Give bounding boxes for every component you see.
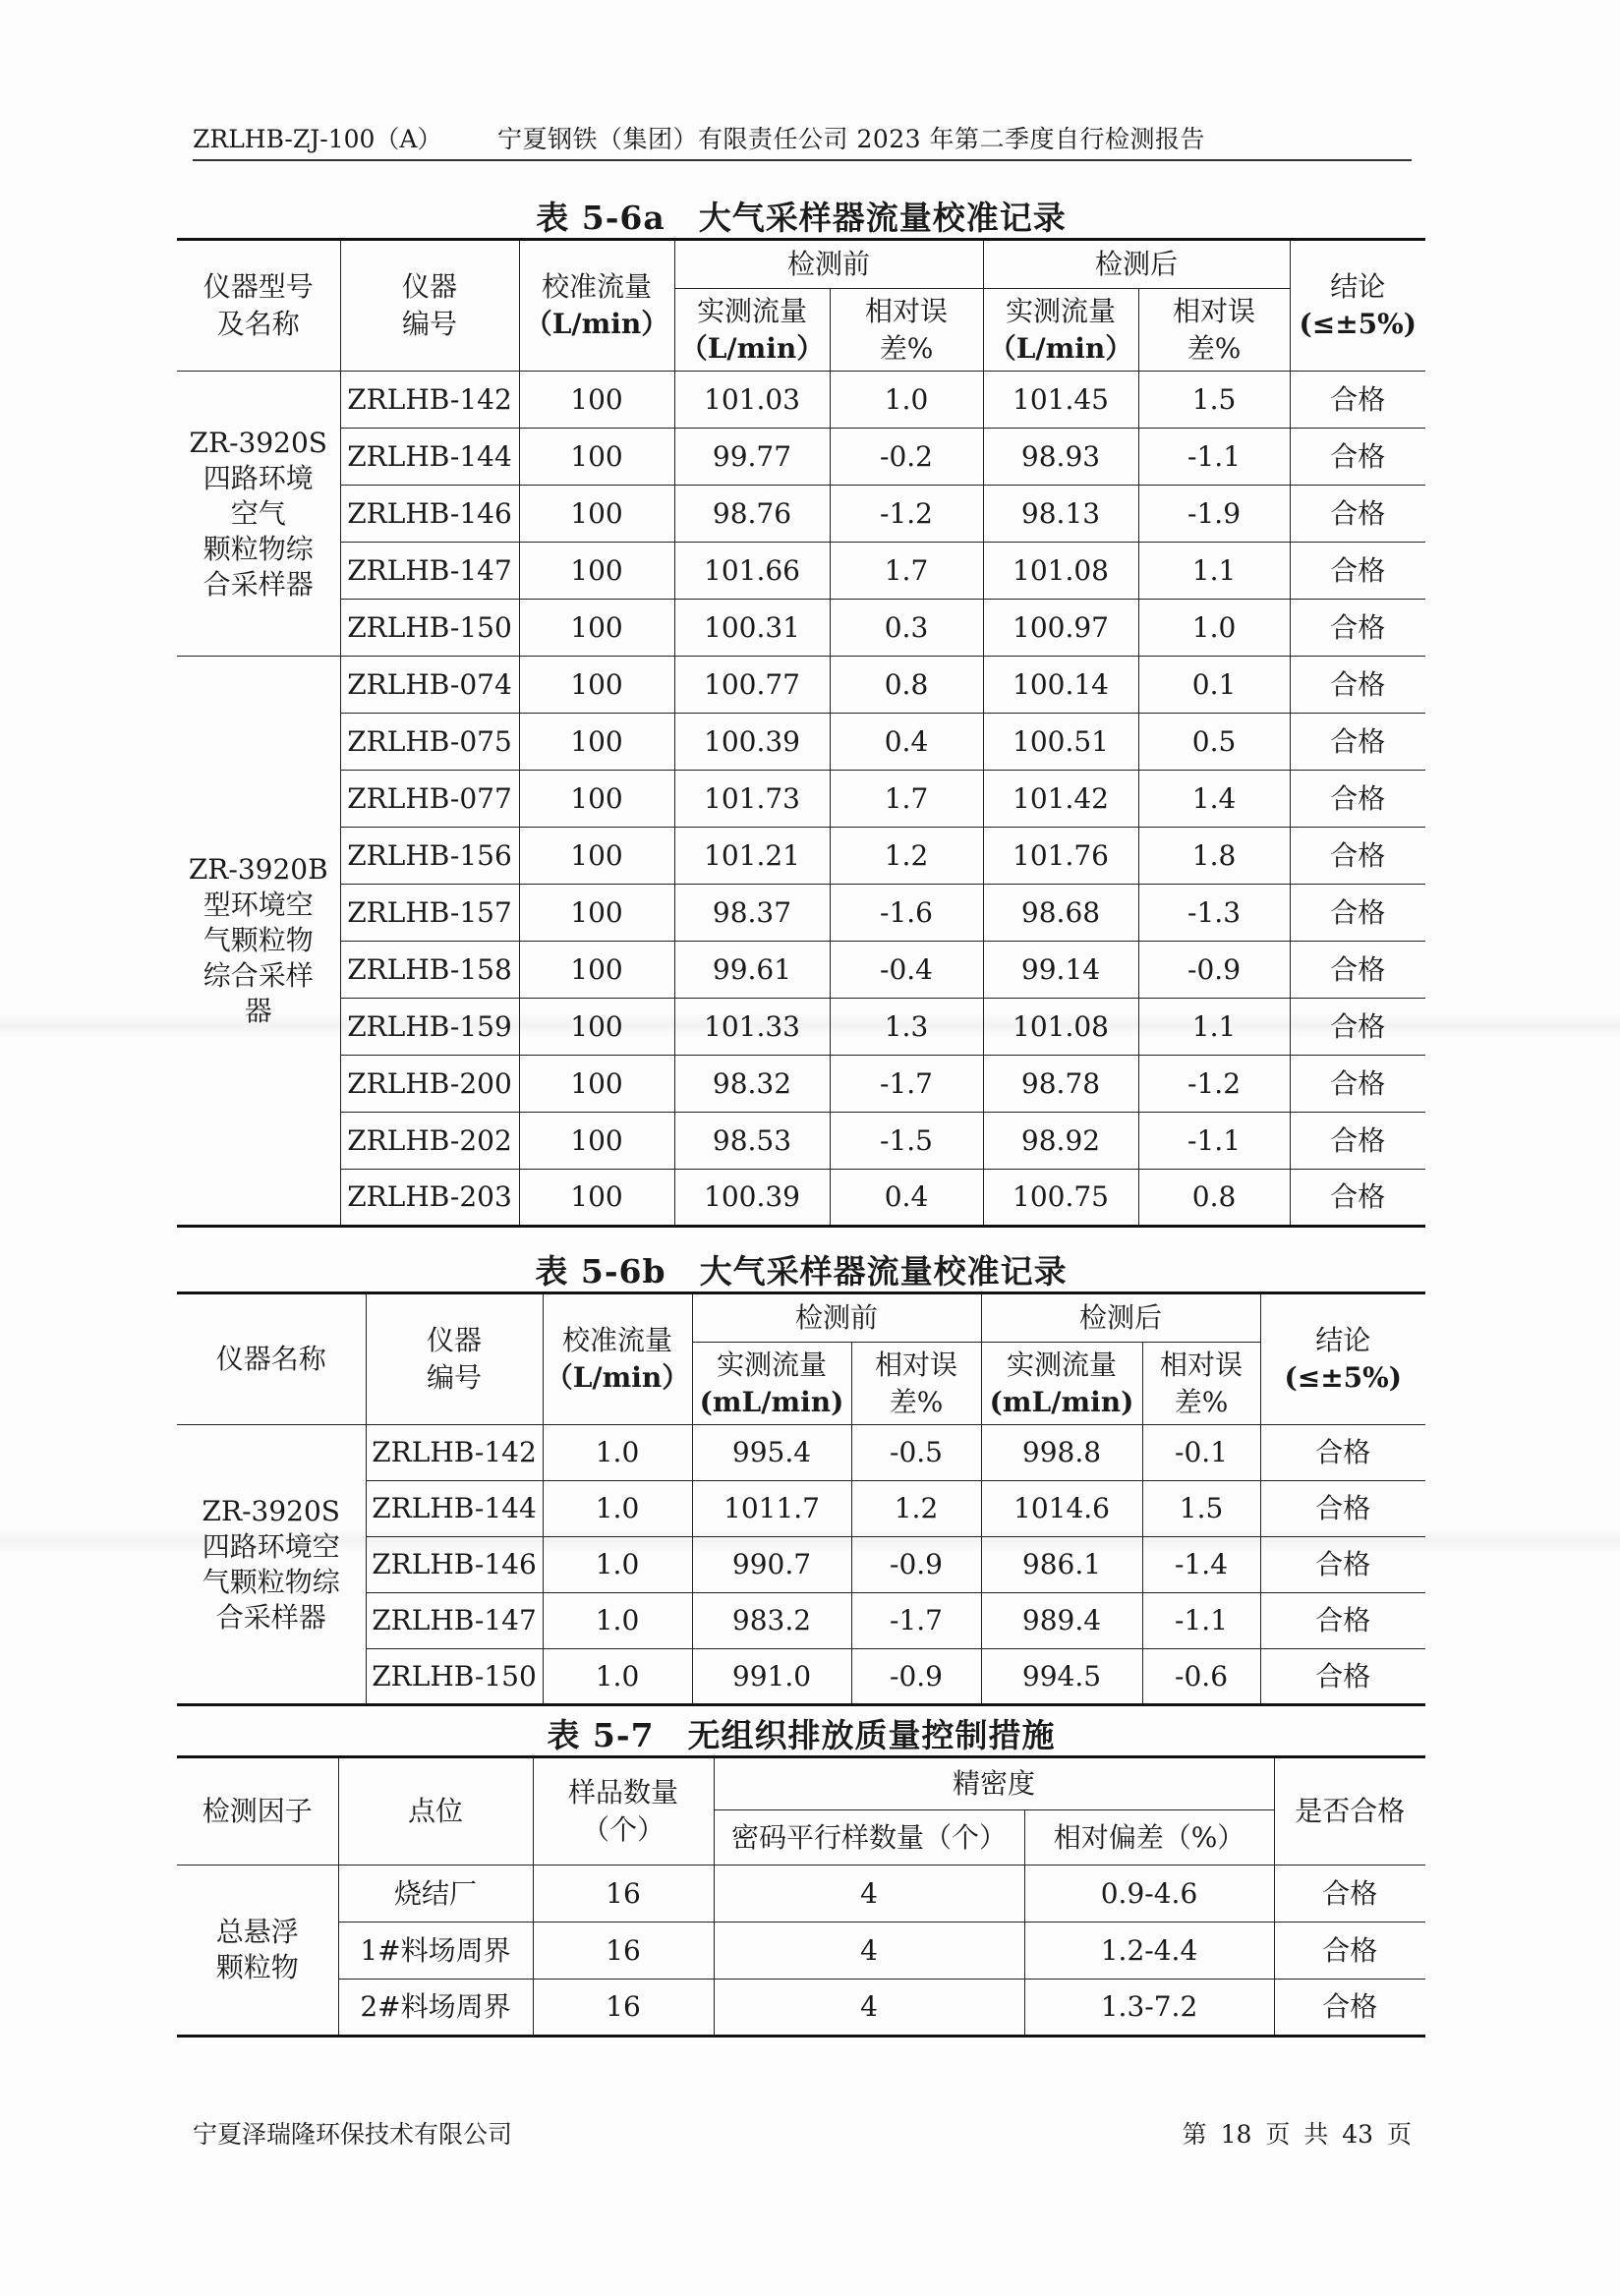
calibration-flow-cell: 1.0 (543, 1481, 692, 1537)
table-row (177, 942, 1425, 999)
table-row (177, 486, 1425, 543)
error-before-cell: 0.3 (830, 600, 983, 657)
error-before-cell: 0.8 (830, 657, 983, 714)
header-measured-before (692, 1343, 851, 1425)
error-before-cell: 1.7 (830, 771, 983, 828)
calibration-flow-cell: 1.0 (543, 1593, 692, 1649)
header-flow (519, 240, 674, 372)
conclusion-cell: 合格 (1290, 1170, 1425, 1227)
instrument-number-cell: ZRLHB-156 (340, 828, 519, 885)
relative-deviation-cell: 1.2-4.4 (1024, 1923, 1274, 1980)
conclusion-cell: 合格 (1290, 714, 1425, 771)
error-after-cell: -1.3 (1138, 885, 1290, 942)
instrument-model-cell: ZR-3920B 型环境空 气颗粒物 综合采样 器 (177, 657, 340, 1227)
error-before-cell: 1.3 (830, 999, 983, 1056)
calibration-flow-cell: 100 (519, 1056, 674, 1113)
calibration-flow-cell: 100 (519, 942, 674, 999)
conclusion-cell: 合格 (1290, 372, 1425, 429)
measured-before-cell: 100.39 (674, 714, 830, 771)
relative-deviation-cell: 0.9-4.6 (1024, 1866, 1274, 1923)
header-flow-label: 校准流量 (541, 270, 652, 303)
measured-before-cell: 100.77 (674, 657, 830, 714)
header-before: 检测前 (692, 1293, 981, 1343)
pass-cell: 合格 (1274, 1923, 1425, 1980)
header-error-after: 相对误 差% (1142, 1343, 1260, 1425)
measured-before-cell: 983.2 (692, 1593, 851, 1649)
header-name: 仪器名称 (177, 1293, 366, 1425)
instrument-number-cell: ZRLHB-150 (366, 1649, 543, 1705)
calibration-flow-cell: 100 (519, 1113, 674, 1170)
sample-count-cell: 16 (533, 1866, 714, 1923)
conclusion-cell: 合格 (1290, 543, 1425, 600)
error-before-cell: -0.2 (830, 429, 983, 486)
measured-before-cell: 101.03 (674, 372, 830, 429)
error-before-cell: -1.5 (830, 1113, 983, 1170)
instrument-number-cell: ZRLHB-142 (366, 1425, 543, 1481)
error-after-cell: 1.5 (1138, 372, 1290, 429)
calibration-flow-cell: 100 (519, 885, 674, 942)
table-row (177, 1923, 1425, 1980)
table-row (177, 885, 1425, 942)
calibration-flow-cell: 1.0 (543, 1649, 692, 1705)
table-row (177, 600, 1425, 657)
measured-before-cell: 98.76 (674, 486, 830, 543)
instrument-model-cell: ZR-3920S 四路环境 空气 颗粒物综 合采样器 (177, 372, 340, 657)
table-row (177, 657, 1425, 714)
header-conclusion (1260, 1293, 1425, 1425)
table-b-caption: 表 5-6b 大气采样器流量校准记录 (535, 1252, 1068, 1291)
calibration-flow-cell: 100 (519, 714, 674, 771)
relative-deviation-cell: 1.3-7.2 (1024, 1980, 1274, 2037)
conclusion-cell: 合格 (1290, 657, 1425, 714)
conclusion-cell: 合格 (1290, 942, 1425, 999)
instrument-number-cell: ZRLHB-203 (340, 1170, 519, 1227)
calibration-flow-cell: 1.0 (543, 1425, 692, 1481)
table-row (177, 999, 1425, 1056)
table-row (177, 372, 1425, 429)
measured-after-cell: 100.14 (983, 657, 1138, 714)
calibration-flow-cell: 100 (519, 372, 674, 429)
error-after-cell: -1.1 (1138, 1113, 1290, 1170)
header-pass: 是否合格 (1274, 1757, 1425, 1866)
header-measured-unit: （L/min） (679, 331, 825, 365)
measured-after-cell: 100.75 (983, 1170, 1138, 1227)
instrument-number-cell: ZRLHB-142 (340, 372, 519, 429)
header-conclusion (1290, 240, 1425, 372)
error-before-cell: -0.4 (830, 942, 983, 999)
header-measured-before (674, 289, 830, 372)
table-c-caption: 表 5-7 无组织排放质量控制措施 (547, 1716, 1056, 1754)
header-error-after: 相对误 差% (1138, 289, 1290, 372)
measured-before-cell: 101.21 (674, 828, 830, 885)
conclusion-cell: 合格 (1290, 1113, 1425, 1170)
header-precision: 精密度 (714, 1757, 1274, 1810)
header-measured-unit: (mL/min) (699, 1385, 844, 1418)
header-count: 样品数量 （个） (533, 1757, 714, 1866)
error-after-cell: -0.1 (1142, 1425, 1260, 1481)
error-after-cell: 1.1 (1138, 999, 1290, 1056)
table-row (177, 771, 1425, 828)
conclusion-cell: 合格 (1290, 771, 1425, 828)
header-measured-label: 实测流量 (1007, 1348, 1118, 1381)
error-after-cell: -1.2 (1138, 1056, 1290, 1113)
measured-before-cell: 101.66 (674, 543, 830, 600)
table-row (177, 1170, 1425, 1227)
instrument-number-cell: ZRLHB-147 (366, 1593, 543, 1649)
header-deviation: 相对偏差（%） (1024, 1810, 1274, 1866)
header-number: 仪器 编号 (340, 240, 519, 372)
header-conclusion-criterion: (≤±5%) (1284, 1361, 1403, 1394)
header-before: 检测前 (674, 240, 983, 289)
table-b (177, 1292, 1425, 1706)
measured-after-cell: 98.93 (983, 429, 1138, 486)
header-model: 仪器型号 及名称 (177, 240, 340, 372)
point-cell: 烧结厂 (338, 1866, 533, 1923)
instrument-number-cell: ZRLHB-159 (340, 999, 519, 1056)
conclusion-cell: 合格 (1290, 1056, 1425, 1113)
calibration-flow-cell: 100 (519, 999, 674, 1056)
header-factor: 检测因子 (177, 1757, 338, 1866)
measured-after-cell: 98.78 (983, 1056, 1138, 1113)
measured-before-cell: 98.37 (674, 885, 830, 942)
measured-after-cell: 101.45 (983, 372, 1138, 429)
calibration-flow-cell: 100 (519, 543, 674, 600)
error-before-cell: 1.2 (851, 1481, 981, 1537)
page-number: 第 18 页 共 43 页 (1182, 2120, 1412, 2149)
header-number: 仪器 编号 (366, 1293, 543, 1425)
calibration-flow-cell: 100 (519, 600, 674, 657)
instrument-number-cell: ZRLHB-146 (340, 486, 519, 543)
measured-after-cell: 100.51 (983, 714, 1138, 771)
table-row (177, 1980, 1425, 2037)
measured-after-cell: 986.1 (981, 1537, 1142, 1593)
error-before-cell: -1.7 (851, 1593, 981, 1649)
conclusion-cell: 合格 (1290, 486, 1425, 543)
measured-after-cell: 101.42 (983, 771, 1138, 828)
error-before-cell: 1.2 (830, 828, 983, 885)
header-conclusion-label: 结论 (1315, 1324, 1371, 1356)
error-after-cell: 0.1 (1138, 657, 1290, 714)
error-after-cell: 1.4 (1138, 771, 1290, 828)
table-row (177, 828, 1425, 885)
table-row (177, 1425, 1425, 1481)
header-point: 点位 (338, 1757, 533, 1866)
measured-after-cell: 101.08 (983, 543, 1138, 600)
table-a (177, 238, 1425, 1228)
header-conclusion-label: 结论 (1330, 270, 1386, 303)
measured-after-cell: 101.08 (983, 999, 1138, 1056)
header-measured-label: 实测流量 (716, 1348, 827, 1381)
measured-before-cell: 990.7 (692, 1537, 851, 1593)
instrument-number-cell: ZRLHB-147 (340, 543, 519, 600)
instrument-number-cell: ZRLHB-075 (340, 714, 519, 771)
conclusion-cell: 合格 (1290, 600, 1425, 657)
table-row (177, 1056, 1425, 1113)
header-error-before: 相对误 差% (830, 289, 983, 372)
point-cell: 2#料场周界 (338, 1980, 533, 2037)
measured-before-cell: 101.73 (674, 771, 830, 828)
page-header (193, 120, 1412, 161)
measured-before-cell: 100.31 (674, 600, 830, 657)
instrument-number-cell: ZRLHB-157 (340, 885, 519, 942)
measured-after-cell: 98.68 (983, 885, 1138, 942)
instrument-number-cell: ZRLHB-146 (366, 1537, 543, 1593)
measured-after-cell: 998.8 (981, 1425, 1142, 1481)
measured-before-cell: 98.53 (674, 1113, 830, 1170)
point-cell: 1#料场周界 (338, 1923, 533, 1980)
error-after-cell: -1.1 (1142, 1593, 1260, 1649)
conclusion-cell: 合格 (1290, 828, 1425, 885)
header-flow-unit: （L/min） (524, 308, 669, 340)
parallel-count-cell: 4 (714, 1923, 1024, 1980)
table-c (177, 1755, 1425, 2038)
measured-after-cell: 100.97 (983, 600, 1138, 657)
sample-count-cell: 16 (533, 1923, 714, 1980)
measured-after-cell: 989.4 (981, 1593, 1142, 1649)
header-parallel: 密码平行样数量（个） (714, 1810, 1024, 1866)
parallel-count-cell: 4 (714, 1866, 1024, 1923)
error-before-cell: -0.9 (851, 1649, 981, 1705)
calibration-flow-cell: 100 (519, 828, 674, 885)
footer-company: 宁夏泽瑞隆环保技术有限公司 (193, 2120, 513, 2149)
error-before-cell: -0.5 (851, 1425, 981, 1481)
table-row (177, 1113, 1425, 1170)
calibration-flow-cell: 100 (519, 1170, 674, 1227)
calibration-flow-cell: 100 (519, 771, 674, 828)
report-code: ZRLHB-ZJ-100（A） (193, 125, 442, 153)
instrument-number-cell: ZRLHB-144 (340, 429, 519, 486)
table-row (177, 714, 1425, 771)
report-title: 宁夏钢铁（集团）有限责任公司 2023 年第二季度自行检测报告 (497, 125, 1206, 153)
header-after: 检测后 (983, 240, 1290, 289)
header-measured-unit: （L/min） (988, 331, 1133, 365)
measured-after-cell: 98.92 (983, 1113, 1138, 1170)
conclusion-cell: 合格 (1290, 885, 1425, 942)
instrument-number-cell: ZRLHB-158 (340, 942, 519, 999)
measured-before-cell: 991.0 (692, 1649, 851, 1705)
measured-after-cell: 994.5 (981, 1649, 1142, 1705)
calibration-flow-cell: 100 (519, 657, 674, 714)
header-measured-unit: (mL/min) (989, 1385, 1134, 1418)
table-row (177, 543, 1425, 600)
measured-after-cell: 98.13 (983, 486, 1138, 543)
error-before-cell: -1.7 (830, 1056, 983, 1113)
error-after-cell: -1.1 (1138, 429, 1290, 486)
instrument-model-cell: ZR-3920S 四路环境空 气颗粒物综 合采样器 (177, 1425, 366, 1705)
error-before-cell: 0.4 (830, 714, 983, 771)
conclusion-cell: 合格 (1290, 429, 1425, 486)
measured-before-cell: 98.32 (674, 1056, 830, 1113)
error-before-cell: 1.7 (830, 543, 983, 600)
header-measured-label: 实测流量 (696, 294, 807, 327)
instrument-number-cell: ZRLHB-144 (366, 1481, 543, 1537)
conclusion-cell: 合格 (1290, 999, 1425, 1056)
error-after-cell: -0.6 (1142, 1649, 1260, 1705)
calibration-flow-cell: 100 (519, 429, 674, 486)
conclusion-cell: 合格 (1260, 1425, 1425, 1481)
pass-cell: 合格 (1274, 1866, 1425, 1923)
measured-before-cell: 99.61 (674, 942, 830, 999)
conclusion-cell: 合格 (1260, 1593, 1425, 1649)
conclusion-cell: 合格 (1260, 1481, 1425, 1537)
measured-before-cell: 995.4 (692, 1425, 851, 1481)
error-after-cell: 1.0 (1138, 600, 1290, 657)
conclusion-cell: 合格 (1260, 1537, 1425, 1593)
pass-cell: 合格 (1274, 1980, 1425, 2037)
error-before-cell: 1.0 (830, 372, 983, 429)
error-after-cell: 1.8 (1138, 828, 1290, 885)
header-measured-label: 实测流量 (1006, 294, 1117, 327)
calibration-flow-cell: 1.0 (543, 1537, 692, 1593)
error-after-cell: -1.9 (1138, 486, 1290, 543)
instrument-number-cell: ZRLHB-074 (340, 657, 519, 714)
calibration-flow-cell: 100 (519, 486, 674, 543)
table-a-caption: 表 5-6a 大气采样器流量校准记录 (536, 199, 1067, 237)
header-after: 检测后 (981, 1293, 1260, 1343)
table-row (177, 429, 1425, 486)
header-flow-label: 校准流量 (561, 1324, 672, 1356)
error-before-cell: -1.6 (830, 885, 983, 942)
error-after-cell: 1.1 (1138, 543, 1290, 600)
error-after-cell: 0.5 (1138, 714, 1290, 771)
measured-before-cell: 100.39 (674, 1170, 830, 1227)
error-before-cell: 0.4 (830, 1170, 983, 1227)
measured-after-cell: 99.14 (983, 942, 1138, 999)
header-flow-unit: （L/min） (545, 1361, 690, 1394)
header-measured-after (983, 289, 1138, 372)
factor-cell: 总悬浮 颗粒物 (177, 1866, 338, 2037)
error-before-cell: -1.2 (830, 486, 983, 543)
parallel-count-cell: 4 (714, 1980, 1024, 2037)
error-before-cell: -0.9 (851, 1537, 981, 1593)
table-row (177, 1866, 1425, 1923)
measured-before-cell: 1011.7 (692, 1481, 851, 1537)
instrument-number-cell: ZRLHB-077 (340, 771, 519, 828)
conclusion-cell: 合格 (1260, 1649, 1425, 1705)
measured-before-cell: 99.77 (674, 429, 830, 486)
error-after-cell: 0.8 (1138, 1170, 1290, 1227)
instrument-number-cell: ZRLHB-202 (340, 1113, 519, 1170)
instrument-number-cell: ZRLHB-200 (340, 1056, 519, 1113)
measured-after-cell: 1014.6 (981, 1481, 1142, 1537)
error-after-cell: -1.4 (1142, 1537, 1260, 1593)
measured-before-cell: 101.33 (674, 999, 830, 1056)
header-flow (543, 1293, 692, 1425)
error-after-cell: 1.5 (1142, 1481, 1260, 1537)
header-error-before: 相对误 差% (851, 1343, 981, 1425)
header-measured-after (981, 1343, 1142, 1425)
header-conclusion-criterion: (≤±5%) (1299, 308, 1418, 340)
measured-after-cell: 101.76 (983, 828, 1138, 885)
sample-count-cell: 16 (533, 1980, 714, 2037)
instrument-number-cell: ZRLHB-150 (340, 600, 519, 657)
error-after-cell: -0.9 (1138, 942, 1290, 999)
